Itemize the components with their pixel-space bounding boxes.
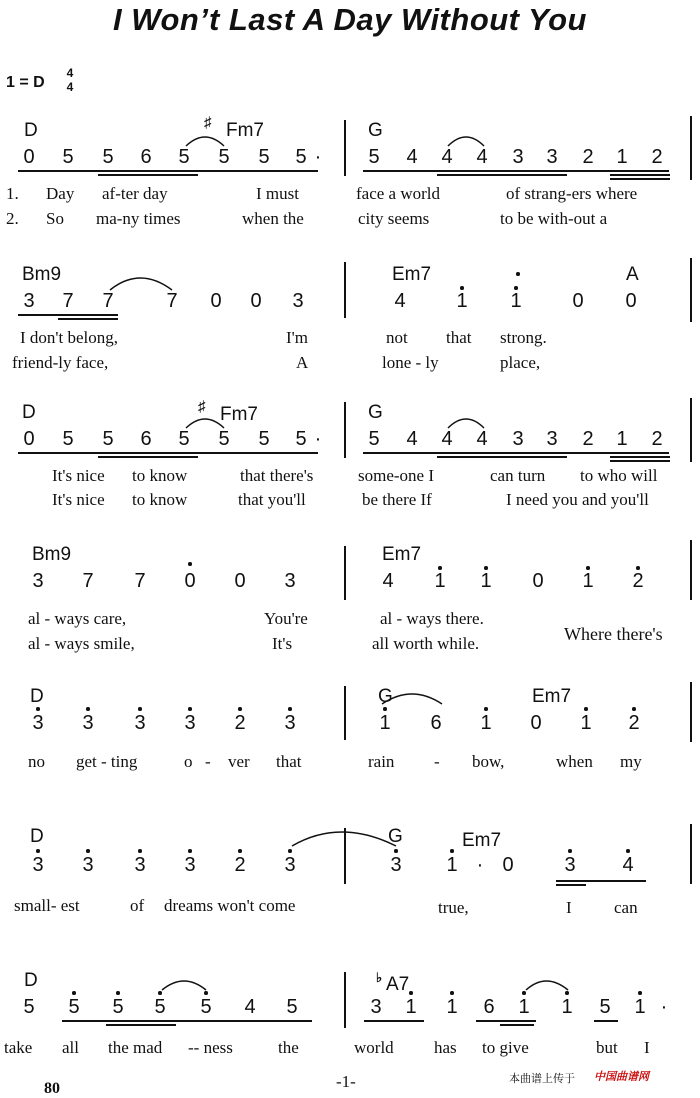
lyric: o: [184, 752, 193, 771]
octave-dot: [568, 849, 572, 853]
lyric-verse1: can turn: [490, 466, 546, 485]
lyric: no: [28, 752, 45, 771]
slur: [448, 419, 484, 428]
lyric: but: [596, 1038, 618, 1057]
note: 4: [406, 428, 418, 450]
chord-label: Fm7: [226, 120, 264, 141]
underline-beam: [18, 314, 118, 316]
lyric-verse1: 1.: [6, 184, 19, 203]
underline-beam: [62, 1020, 312, 1022]
note: 3: [82, 712, 94, 734]
chord-label: D: [24, 970, 38, 991]
note: 1: [582, 570, 594, 592]
octave-dot: [158, 991, 162, 995]
time-signature-bottom: 4: [66, 80, 74, 94]
note: 1: [405, 996, 417, 1018]
note: 0: [625, 290, 637, 312]
underline-beam: [98, 456, 198, 458]
lyric-verse1: af-ter day: [102, 184, 168, 203]
octave-dot: [288, 707, 292, 711]
note: 3: [512, 428, 524, 450]
underline-beam: [610, 174, 670, 176]
lyric-verse1: You're: [264, 609, 308, 628]
note: 1: [580, 712, 592, 734]
lyric-verse1: al - ways care,: [28, 609, 127, 628]
octave-dot: [638, 991, 642, 995]
lyric-verse2: to know: [132, 490, 188, 509]
note: 3: [134, 854, 146, 876]
bar-line: [344, 262, 346, 318]
note: 5: [218, 428, 230, 450]
chord-label: Bm9: [22, 264, 62, 285]
note: 3: [82, 854, 94, 876]
lyric: all: [62, 1038, 79, 1057]
underline-beam: [364, 1020, 424, 1022]
underline-beam: [437, 174, 567, 176]
note: 4: [441, 146, 453, 168]
chord-label: G: [388, 826, 403, 847]
note: 6: [140, 146, 152, 168]
note: 1: [480, 570, 492, 592]
dotted-note-dot: ·: [660, 996, 668, 1018]
octave-dot: [626, 849, 630, 853]
flat-sign: ♭: [376, 970, 383, 985]
lyric-verse1: some-one I: [358, 466, 435, 485]
octave-dot: [238, 707, 242, 711]
slur: [162, 981, 206, 990]
underline-beam: [500, 1024, 534, 1026]
note: 3: [390, 854, 402, 876]
octave-dot: [188, 849, 192, 853]
note: 4: [394, 290, 406, 312]
slur: [186, 137, 224, 146]
lyric-verse1: that there's: [240, 466, 314, 485]
lyric: -: [205, 752, 211, 771]
note: 6: [430, 712, 442, 734]
lyric-verse1: strong.: [500, 328, 547, 347]
note: 1: [616, 428, 628, 450]
note: 0: [502, 854, 514, 876]
bar-line: [344, 546, 346, 600]
lyric: to give: [482, 1038, 529, 1057]
note: 2: [234, 712, 246, 734]
note: 4: [406, 146, 418, 168]
chord-label: G: [368, 120, 383, 141]
octave-dot: [586, 566, 590, 570]
note: 3: [546, 428, 558, 450]
lyric: get - ting: [76, 752, 138, 771]
note: 0: [184, 570, 196, 592]
note: 2: [628, 712, 640, 734]
note: 5: [295, 428, 307, 450]
octave-dot: [450, 849, 454, 853]
lyric: bow,: [472, 752, 505, 771]
lyric: has: [434, 1038, 457, 1057]
slur: [448, 137, 484, 146]
note: 1: [446, 996, 458, 1018]
lyric-verse2: lone - ly: [382, 353, 439, 372]
sharp-sign: ♯: [204, 114, 212, 131]
note: 0: [572, 290, 584, 312]
slur: [526, 981, 568, 990]
note: 4: [382, 570, 394, 592]
octave-dot: [438, 566, 442, 570]
note: 3: [184, 854, 196, 876]
note: 3: [32, 854, 44, 876]
note: 4: [476, 428, 488, 450]
lyric-verse2: place,: [500, 353, 541, 372]
underline-beam: [610, 460, 670, 462]
note: 1: [446, 854, 458, 876]
octave-dot: [584, 707, 588, 711]
upload-source-text: 本曲谱上传于: [509, 1072, 575, 1085]
underline-beam: [106, 1024, 176, 1026]
note: 3: [284, 712, 296, 734]
lyric-verse2: ma-ny times: [96, 209, 181, 228]
chord-label: A7: [386, 974, 410, 995]
chord-label: D: [30, 686, 44, 707]
lyric-verse1: I must: [256, 184, 299, 203]
note: 1: [480, 712, 492, 734]
octave-dot: [204, 991, 208, 995]
underline-beam: [18, 452, 318, 454]
octave-dot: [460, 286, 464, 290]
lyric: the: [278, 1038, 299, 1057]
octave-dot: [516, 272, 520, 276]
note: 5: [154, 996, 166, 1018]
octave-dot: [86, 707, 90, 711]
octave-dot: [636, 566, 640, 570]
lyric-verse2: It's nice: [52, 490, 105, 509]
note: 5: [599, 996, 611, 1018]
lyric-verse1: I'm: [286, 328, 308, 347]
note: 5: [368, 146, 380, 168]
chord-label: Em7: [382, 544, 422, 565]
note: 1: [634, 996, 646, 1018]
note: 7: [102, 290, 114, 312]
octave-dot: [565, 991, 569, 995]
octave-dot: [116, 991, 120, 995]
dotted-note-dot: ·: [314, 428, 322, 450]
time-signature-top: 4: [66, 66, 74, 80]
underline-beam: [98, 174, 198, 176]
lyric-verse2: It's: [272, 634, 293, 653]
note: 7: [134, 570, 146, 592]
corner-page-number: 80: [44, 1080, 60, 1097]
time-signature: [64, 66, 76, 94]
lyric-verse2: 2.: [6, 209, 19, 228]
lyric-verse2: to be with-out a: [500, 209, 608, 228]
octave-dot: [484, 707, 488, 711]
lyric: small- est: [14, 896, 80, 915]
lyric: of: [130, 896, 145, 915]
note: 3: [32, 570, 44, 592]
octave-dot: [138, 707, 142, 711]
octave-dot: [522, 991, 526, 995]
lyric: the mad: [108, 1038, 163, 1057]
octave-dot: [188, 562, 192, 566]
lyric-verse1: that: [446, 328, 472, 347]
chord-label: Em7: [392, 264, 432, 285]
underline-beam: [18, 170, 318, 172]
lyric: rain: [368, 752, 395, 771]
note: 3: [284, 570, 296, 592]
note: 5: [62, 428, 74, 450]
lyric-verse2: A: [296, 353, 309, 372]
underline-beam: [476, 1020, 536, 1022]
chord-label: G: [368, 402, 383, 423]
note: 0: [234, 570, 246, 592]
underline-beam: [594, 1020, 618, 1022]
lyric-verse1: to who will: [580, 466, 658, 485]
octave-dot: [36, 849, 40, 853]
chord-label: Bm9: [32, 544, 72, 565]
lyric: -- ness: [188, 1038, 233, 1057]
note: 5: [102, 146, 114, 168]
bar-line: [690, 682, 692, 742]
lyric-verse1: to know: [132, 466, 188, 485]
lyric-verse2: So: [46, 209, 64, 228]
note: 3: [546, 146, 558, 168]
underline-beam: [363, 452, 669, 454]
bar-line: [690, 258, 692, 322]
bar-line: [690, 398, 692, 462]
lyric-verse1: not: [386, 328, 408, 347]
octave-dot: [72, 991, 76, 995]
underline-beam: [556, 880, 646, 882]
dotted-note-dot: ·: [476, 854, 484, 876]
note: 3: [184, 712, 196, 734]
chord-label: A: [626, 264, 639, 285]
octave-dot: [138, 849, 142, 853]
underline-beam: [610, 456, 670, 458]
lyric: my: [620, 752, 642, 771]
note: 5: [258, 146, 270, 168]
lyric: I: [566, 898, 572, 917]
slur: [110, 278, 172, 290]
page-number: -1-: [336, 1072, 356, 1091]
octave-dot: [394, 849, 398, 853]
lyric: can: [614, 898, 638, 917]
note: 1: [456, 290, 468, 312]
note: 5: [68, 996, 80, 1018]
bar-line: [344, 972, 346, 1028]
note: 3: [564, 854, 576, 876]
lyric-verse1: It's nice: [52, 466, 105, 485]
site-logo[interactable]: 中国曲谱网: [594, 1070, 649, 1083]
dotted-note-dot: ·: [314, 146, 322, 168]
note: 5: [295, 146, 307, 168]
note: 5: [102, 428, 114, 450]
bar-line: [344, 686, 346, 740]
note: 5: [112, 996, 124, 1018]
note: 1: [510, 290, 522, 312]
lyric-verse2: city seems: [358, 209, 430, 228]
note: 4: [441, 428, 453, 450]
key-signature: 1 = D: [6, 74, 45, 91]
note: 2: [582, 146, 594, 168]
lyric-verse2: all worth while.: [372, 634, 480, 653]
bar-line: [344, 120, 346, 176]
bar-line: [690, 824, 692, 884]
lyric-verse1: face a world: [356, 184, 441, 203]
lyric-verse2: friend-ly face,: [12, 353, 109, 372]
lyric-verse2: I need you and you'll: [506, 490, 649, 509]
note: 7: [82, 570, 94, 592]
octave-dot: [188, 707, 192, 711]
bar-line: [690, 116, 692, 180]
lyric-verse2: that you'll: [238, 490, 306, 509]
note: 0: [530, 712, 542, 734]
song-title: I Won’t Last A Day Without You: [113, 2, 587, 37]
note: 3: [292, 290, 304, 312]
note: 4: [476, 146, 488, 168]
note: 6: [483, 996, 495, 1018]
lyric-verse1: I don't belong,: [20, 328, 118, 347]
note: 4: [622, 854, 634, 876]
underline-beam: [363, 170, 669, 172]
note: 5: [62, 146, 74, 168]
note: 5: [23, 996, 35, 1018]
note: 1: [434, 570, 446, 592]
lyric-verse1: of strang-ers where: [506, 184, 638, 203]
slur: [186, 419, 224, 428]
note: 2: [234, 854, 246, 876]
note: 3: [23, 290, 35, 312]
note: 0: [23, 428, 35, 450]
lyric: that: [276, 752, 302, 771]
note: 5: [218, 146, 230, 168]
sharp-sign: ♯: [198, 398, 206, 415]
lyric: I: [644, 1038, 650, 1057]
note: 1: [379, 712, 391, 734]
chord-label: Em7: [462, 830, 502, 851]
note: 4: [244, 996, 256, 1018]
note: 3: [512, 146, 524, 168]
note: 2: [632, 570, 644, 592]
note: 0: [250, 290, 262, 312]
bar-line: [344, 402, 346, 458]
note: 3: [134, 712, 146, 734]
octave-dot: [514, 286, 518, 290]
note: 0: [23, 146, 35, 168]
chord-label: Fm7: [220, 404, 258, 425]
underline-beam: [437, 456, 567, 458]
octave-dot: [86, 849, 90, 853]
note: 3: [32, 712, 44, 734]
note: 7: [166, 290, 178, 312]
octave-dot: [238, 849, 242, 853]
lyric-verse1: al - ways there.: [380, 609, 484, 628]
octave-dot: [383, 707, 387, 711]
octave-dot: [36, 707, 40, 711]
lyric: -: [434, 752, 440, 771]
chord-label: D: [24, 120, 38, 141]
lyric-verse2: be there If: [362, 490, 432, 509]
octave-dot: [450, 991, 454, 995]
lyric: dreams won't come: [164, 896, 296, 915]
note: 5: [286, 996, 298, 1018]
note: 2: [651, 428, 663, 450]
octave-dot: [409, 991, 413, 995]
note: 5: [178, 428, 190, 450]
note: 0: [532, 570, 544, 592]
bar-line: [344, 828, 346, 884]
bar-line: [690, 540, 692, 600]
chord-label: Em7: [532, 686, 572, 707]
chord-label: D: [30, 826, 44, 847]
note: 1: [616, 146, 628, 168]
lyric: ver: [228, 752, 250, 771]
note: 5: [178, 146, 190, 168]
note: 2: [582, 428, 594, 450]
lyric-pickup: Where there's: [564, 624, 663, 644]
note: 3: [284, 854, 296, 876]
note: 5: [200, 996, 212, 1018]
lyric: when: [556, 752, 593, 771]
lyric: take: [4, 1038, 33, 1057]
lyric: world: [354, 1038, 394, 1057]
octave-dot: [484, 566, 488, 570]
lyric-verse2: al - ways smile,: [28, 634, 135, 653]
underline-beam: [556, 884, 586, 886]
note: 7: [62, 290, 74, 312]
note: 0: [210, 290, 222, 312]
note: 1: [518, 996, 530, 1018]
lyric-verse1: Day: [46, 184, 75, 203]
lyric-verse2: when the: [242, 209, 304, 228]
note: 5: [258, 428, 270, 450]
lyric: true,: [438, 898, 469, 917]
chord-label: D: [22, 402, 36, 423]
octave-dot: [288, 849, 292, 853]
note: 6: [140, 428, 152, 450]
note: 5: [368, 428, 380, 450]
note: 1: [561, 996, 573, 1018]
underline-beam: [58, 318, 118, 320]
chord-label: G: [378, 686, 393, 707]
note: 3: [370, 996, 382, 1018]
octave-dot: [632, 707, 636, 711]
note: 2: [651, 146, 663, 168]
underline-beam: [610, 178, 670, 180]
